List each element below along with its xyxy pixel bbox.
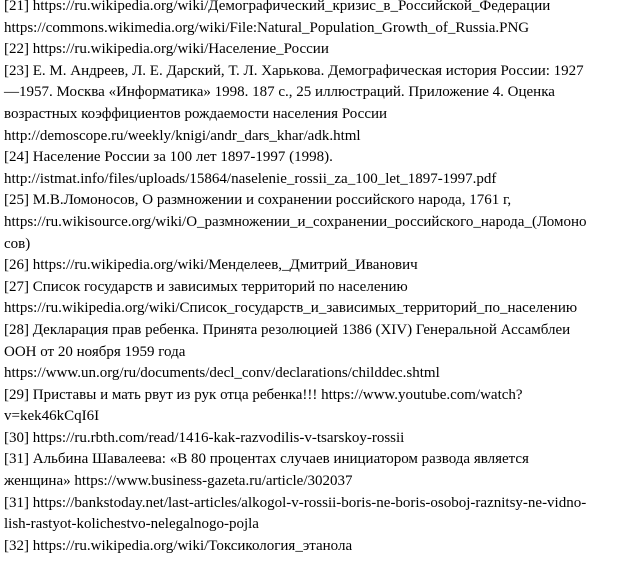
reference-line: возрастных коэффициентов рождаемости населения России xyxy=(4,105,388,122)
reference-line: https://commons.wikimedia.org/wiki/File:Natural_Population_Growth_of_Russia.PNG xyxy=(4,19,530,36)
reference-line: [26] https://ru.wikipedia.org/wiki/Менделеев,_Дмитрий_Иванович xyxy=(4,257,418,274)
reference-line: [27] Список государств и зависимых территорий по населению xyxy=(4,278,408,295)
reference-line: http://istmat.info/files/uploads/15864/naselenie_rossii_za_100_let_1897-1997.pdf xyxy=(4,170,497,187)
reference-line: lish-rastyot-kolichestvo-nelegalnogo-pojla xyxy=(4,516,259,533)
reference-line: v=kek46kCqI6I xyxy=(4,408,100,425)
reference-line: [31] Альбина Шавалеева: «В 80 процентах случаев инициатором развода является xyxy=(4,451,529,468)
reference-line: [30] https://ru.rbth.com/read/1416-kak-razvodilis-v-tsarskoy-rossii xyxy=(4,429,405,446)
reference-line: сов) xyxy=(4,235,31,252)
reference-line: https://www.un.org/ru/documents/decl_conv/declarations/childdec.shtml xyxy=(4,365,440,382)
reference-line: [28] Декларация прав ребенка. Принята резолюцией 1386 (XIV) Генеральной Ассамблеи xyxy=(4,321,571,338)
reference-line: https://ru.wikisource.org/wiki/О_размножении_и_сохранении_российского_народа_(Ломоно xyxy=(4,213,587,230)
reference-line: [23] Е. М. Андреев, Л. Е. Дарский, Т. Л. Харькова. Демографическая история России: 1927 xyxy=(4,62,584,79)
reference-line: женщина» https://www.business-gazeta.ru/article/302037 xyxy=(4,473,353,490)
reference-line: http://demoscope.ru/weekly/knigi/andr_dars_khar/adk.html xyxy=(4,127,361,144)
reference-line: [32] https://ru.wikipedia.org/wiki/Токсикология_этанола xyxy=(4,537,353,554)
reference-line: [22] https://ru.wikipedia.org/wiki/Население_России xyxy=(4,41,329,58)
reference-line: https://ru.wikipedia.org/wiki/Список_государств_и_зависимых_территорий_по_населению xyxy=(4,300,578,317)
reference-line: [29] Приставы и мать рвут из рук отца ребенка!!! https://www.youtube.com/watch? xyxy=(4,386,523,403)
reference-line: [21] https://ru.wikipedia.org/wiki/Демографический_кризис_в_Российской_Федерации xyxy=(4,0,551,14)
reference-line: [25] М.В.Ломоносов, О размножении и сохранении российского народа, 1761 г, xyxy=(4,192,512,209)
reference-line: —1957. Москва «Информатика» 1998. 187 с., 25 иллюстраций. Приложение 4. Оценка xyxy=(4,84,555,101)
reference-line: ООН от 20 ноября 1959 года xyxy=(4,343,186,360)
reference-line: [31] https://bankstoday.net/last-articles/alkogol-v-rossii-boris-ne-boris-osoboj-raznitsy-ne-vidno- xyxy=(4,494,587,511)
reference-line: [24] Население России за 100 лет 1897-1997 (1998). xyxy=(4,149,333,166)
